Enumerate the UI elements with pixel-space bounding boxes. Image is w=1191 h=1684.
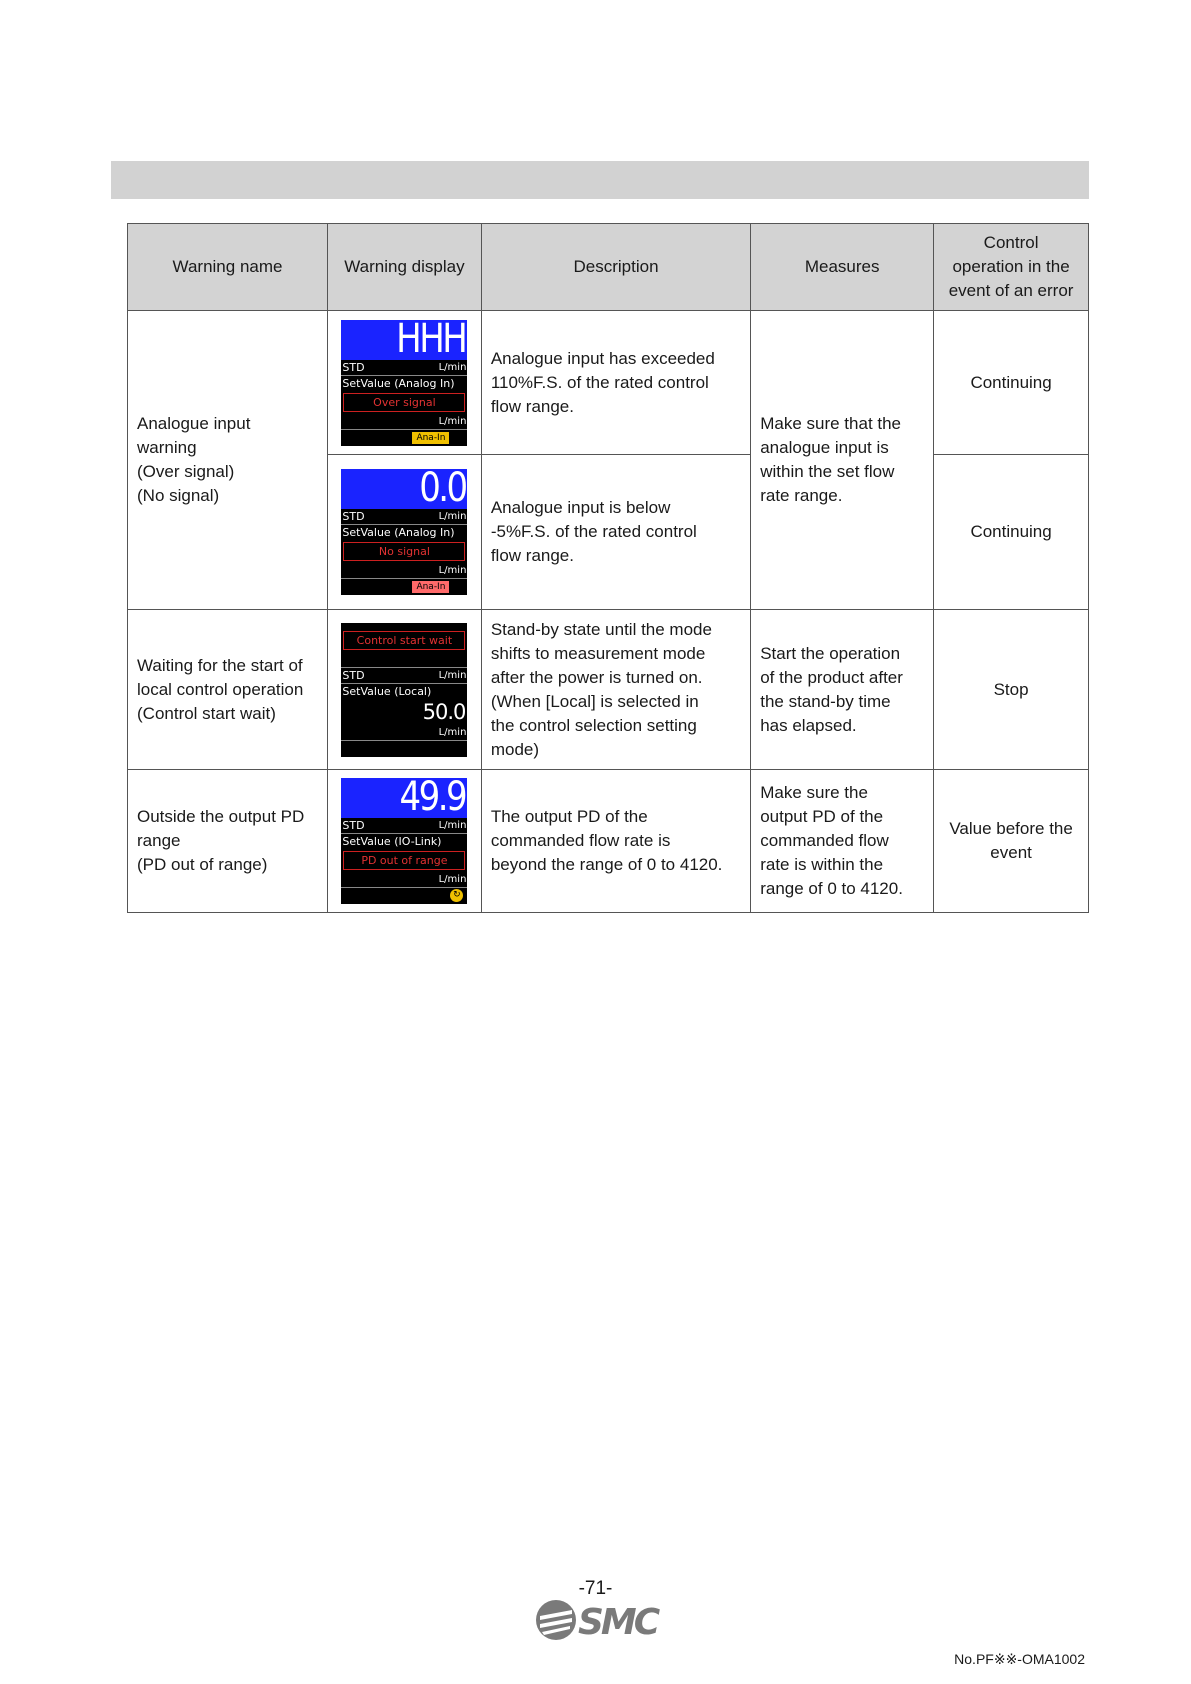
lcd-warning-message: PD out of range [343,851,465,870]
cell-warning-display [328,770,482,913]
lcd-main-value: HHH [396,315,466,362]
table-row [128,770,1089,913]
lcd-setvalue-label: SetValue (Analog In) [342,526,455,539]
cell-warning-display [328,311,482,455]
lcd-unit-label: L/min [341,872,467,888]
lcd-display-pd-out-of-range [341,774,467,904]
cell-description: The output PD of the commanded flow rate is beyond the range of 0 to 4120. [481,770,750,913]
lcd-display-control-start-wait [341,623,467,757]
lcd-ana-in-badge: Ana-In [412,581,449,593]
smc-logo [534,1597,664,1643]
header-description: Description [481,224,750,311]
cell-control-operation: Value before the event [934,770,1089,913]
cell-description: Stand-by state until the mode shifts to measurement mode after the power is turned on. (When [Local] is selected in the control selection setting mode) [481,610,750,770]
warning-table [127,223,1089,913]
cell-warning-name: Waiting for the start of local control operation (Control start wait) [128,610,328,770]
lcd-unit-label: L/min [438,511,467,522]
lcd-mode-label: STD [342,819,365,832]
lcd-display-over-signal [341,315,467,446]
cell-warning-display [328,610,482,770]
lcd-mode-label: STD [342,668,365,682]
smc-logo-text: SMC [578,1602,658,1643]
cell-description: Analogue input is below -5%F.S. of the rated control flow range. [481,455,750,610]
lcd-unit-label: L/min [438,669,467,681]
lcd-main-value: 0.0 [418,465,466,511]
lcd-ana-in-badge: Ana-In [412,432,449,444]
smc-logo-mark [536,1600,576,1640]
header-warning-display: Warning display [328,224,482,311]
lcd-unit-label: L/min [341,563,467,579]
cell-measures: Make sure that the analogue input is within the set flow rate range. [751,311,934,610]
cell-description: Analogue input has exceeded 110%F.S. of the rated control flow range. [481,311,750,455]
lcd-setvalue-label: SetValue (IO-Link) [342,835,442,848]
table-header-row [128,224,1089,311]
cell-measures: Start the operation of the product after the stand-by time has elapsed. [751,610,934,770]
lcd-main-value: 49.9 [399,774,466,820]
lcd-warning-message: Over signal [343,393,465,412]
header-measures: Measures [751,224,934,311]
cell-control-operation: Continuing [934,311,1089,455]
lcd-display-no-signal [341,465,467,595]
lcd-mode-label: STD [342,510,365,523]
page-number: -71- [578,1578,613,1599]
section-header-bar [111,161,1089,199]
table-row [128,610,1089,770]
header-control-operation: Control operation in the event of an error [934,224,1089,311]
lcd-mode-label: STD [342,360,365,374]
cell-control-operation: Stop [934,610,1089,770]
cell-control-operation: Continuing [934,455,1089,610]
lcd-setvalue-label: SetValue (Local) [342,684,432,698]
lcd-unit-label: L/min [438,820,467,831]
lcd-warning-message: Control start wait [343,631,465,650]
lcd-warning-message: No signal [343,542,465,561]
cell-measures: Make sure the output PD of the commanded flow rate is within the range of 0 to 4120. [751,770,934,913]
lcd-set-value: 50.0 [422,699,466,724]
document-number: No.PF※※-OMA1002 [954,1651,1085,1667]
header-warning-name: Warning name [128,224,328,311]
cell-warning-name: Analogue input warning (Over signal) (No signal) [128,311,328,610]
lcd-setvalue-label: SetValue (Analog In) [342,376,455,390]
lcd-unit-label: L/min [341,725,467,741]
table-row [128,311,1089,455]
lcd-unit-label: L/min [341,414,467,430]
lcd-unit-label: L/min [438,361,467,373]
cell-warning-display [328,455,482,610]
link-icon: ↻ [450,889,463,902]
cell-warning-name: Outside the output PD range (PD out of range) [128,770,328,913]
